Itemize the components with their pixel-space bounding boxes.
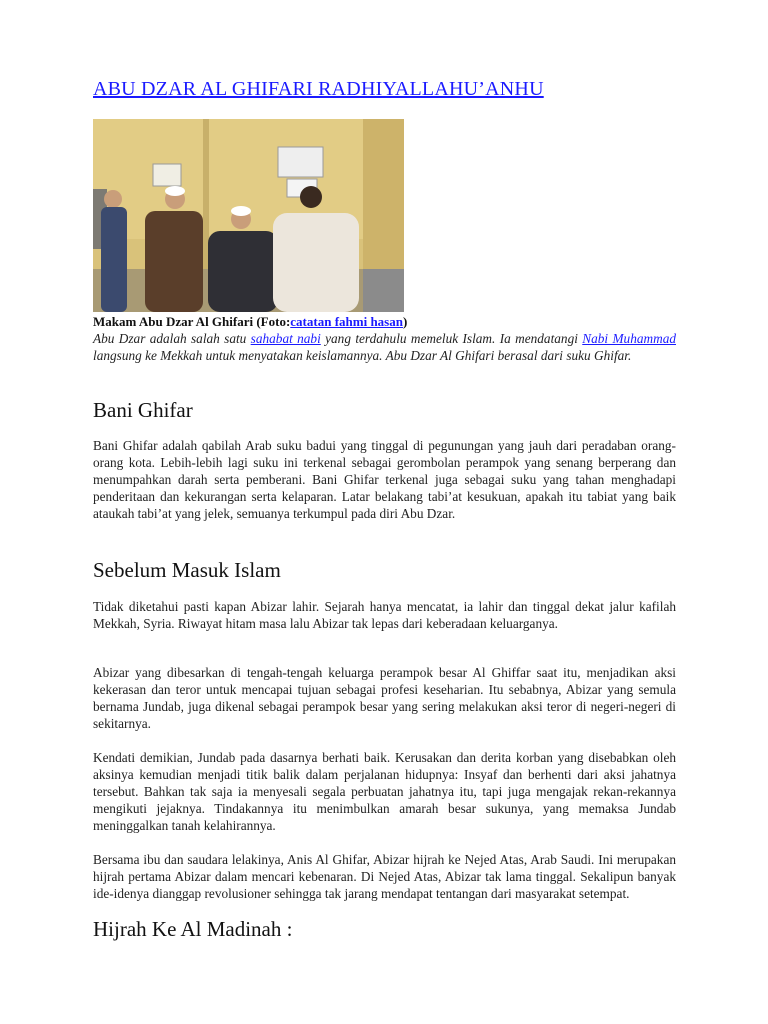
nabi-muhammad-link[interactable]: Nabi Muhammad — [582, 331, 676, 346]
caption-suffix: ) — [402, 314, 408, 329]
sahabat-nabi-link[interactable]: sahabat nabi — [250, 331, 321, 346]
sebelum-islam-paragraph-1: Tidak diketahui pasti kapan Abizar lahir. Sejarah hanya mencatat, ia lahir dan tinggal dekat jalur kafilah Mekkah, Syria. Riwayat hitam masa lalu Abizar tak lepas dari keberadaan keluarganya. — [93, 599, 676, 631]
sebelum-islam-paragraph-4: Bersama ibu dan saudara lelakinya, Anis Al Ghifar, Abizar hijrah ke Nejed Atas, Arab Saudi. Ini merupakan hijrah pertama Abizar dalam mencari kebenaran. Di Nejed Atas, Abizar tak lama tinggal. Sekalipun banyak ide-idenya dianggap revolusioner sehingga tak jarang mendapat tentangan dari masyarakat setempat. — [93, 852, 676, 901]
intro-paragraph — [93, 330, 676, 364]
intro-text-1: Abu Dzar adalah salah satu — [93, 331, 251, 346]
heading-sebelum-masuk-islam: Sebelum Masuk Islam — [93, 558, 281, 582]
intro-text-3: langsung ke Mekkah untuk menyatakan keislamannya. Abu Dzar Al Ghifari berasal dari suku Ghifar. — [93, 348, 632, 363]
tomb-photo — [93, 119, 404, 312]
photo-caption — [93, 314, 407, 330]
caption-prefix: Makam Abu Dzar Al Ghifari (Foto: — [93, 314, 291, 329]
tomb-photo-image — [93, 119, 404, 312]
article-title-link[interactable]: ABU DZAR AL GHIFARI RADHIYALLAHU’ANHU — [93, 78, 544, 100]
heading-hijrah-ke-al-madinah: Hijrah Ke Al Madinah : — [93, 917, 293, 941]
heading-bani-ghifar: Bani Ghifar — [93, 398, 193, 422]
caption-source-link[interactable]: catatan fahmi hasan — [290, 314, 403, 329]
bani-ghifar-paragraph: Bani Ghifar adalah qabilah Arab suku badui yang tinggal di pegunungan yang jauh dari peradaban orang-orang kota. Lebih-lebih lagi suku ini terkenal sebagai gerombolan perampok yang senang berperang dan menumpahkan darah serta pemberani. Bani Ghifar terkenal juga sebagai suku yang tahan menghadapi penderitaan dan kekurangan serta kelaparan. Latar belakang tabi’at kesukuan, apakah itu tabiat yang baik ataukah tabi’at yang jelek, semuanya terkumpul pada diri Abu Dzar. — [93, 438, 676, 521]
intro-text-2: yang terdahulu memeluk Islam. Ia mendatangi — [320, 331, 583, 346]
sebelum-islam-paragraph-2: Abizar yang dibesarkan di tengah-tengah keluarga perampok besar Al Ghiffar saat itu, menjadikan aksi kekerasan dan teror untuk mencapai tujuan sebagai profesi keseharian. Itu sebabnya, Abizar yang semula bernama Jundab, juga dikenal sebagai perampok besar yang sering melakukan aksi teror di negeri-negeri di sekitarnya. — [93, 665, 676, 731]
sebelum-islam-paragraph-3: Kendati demikian, Jundab pada dasarnya berhati baik. Kerusakan dan derita korban yang disebabkan oleh aksinya kemudian menjadi titik balik dalam perjalanan hidupnya: Insyaf dan berhenti dari aksi jahatnya tersebut. Bahkan tak saja ia menyesali segala perbuatan jahatnya itu, tapi juga mengajak rekan-rekannya mengikuti jejaknya. Tindakannya itu menimbulkan amarah besar sukunya, yang memaksa Jundab meninggalkan tanah kelahirannya. — [93, 750, 676, 833]
